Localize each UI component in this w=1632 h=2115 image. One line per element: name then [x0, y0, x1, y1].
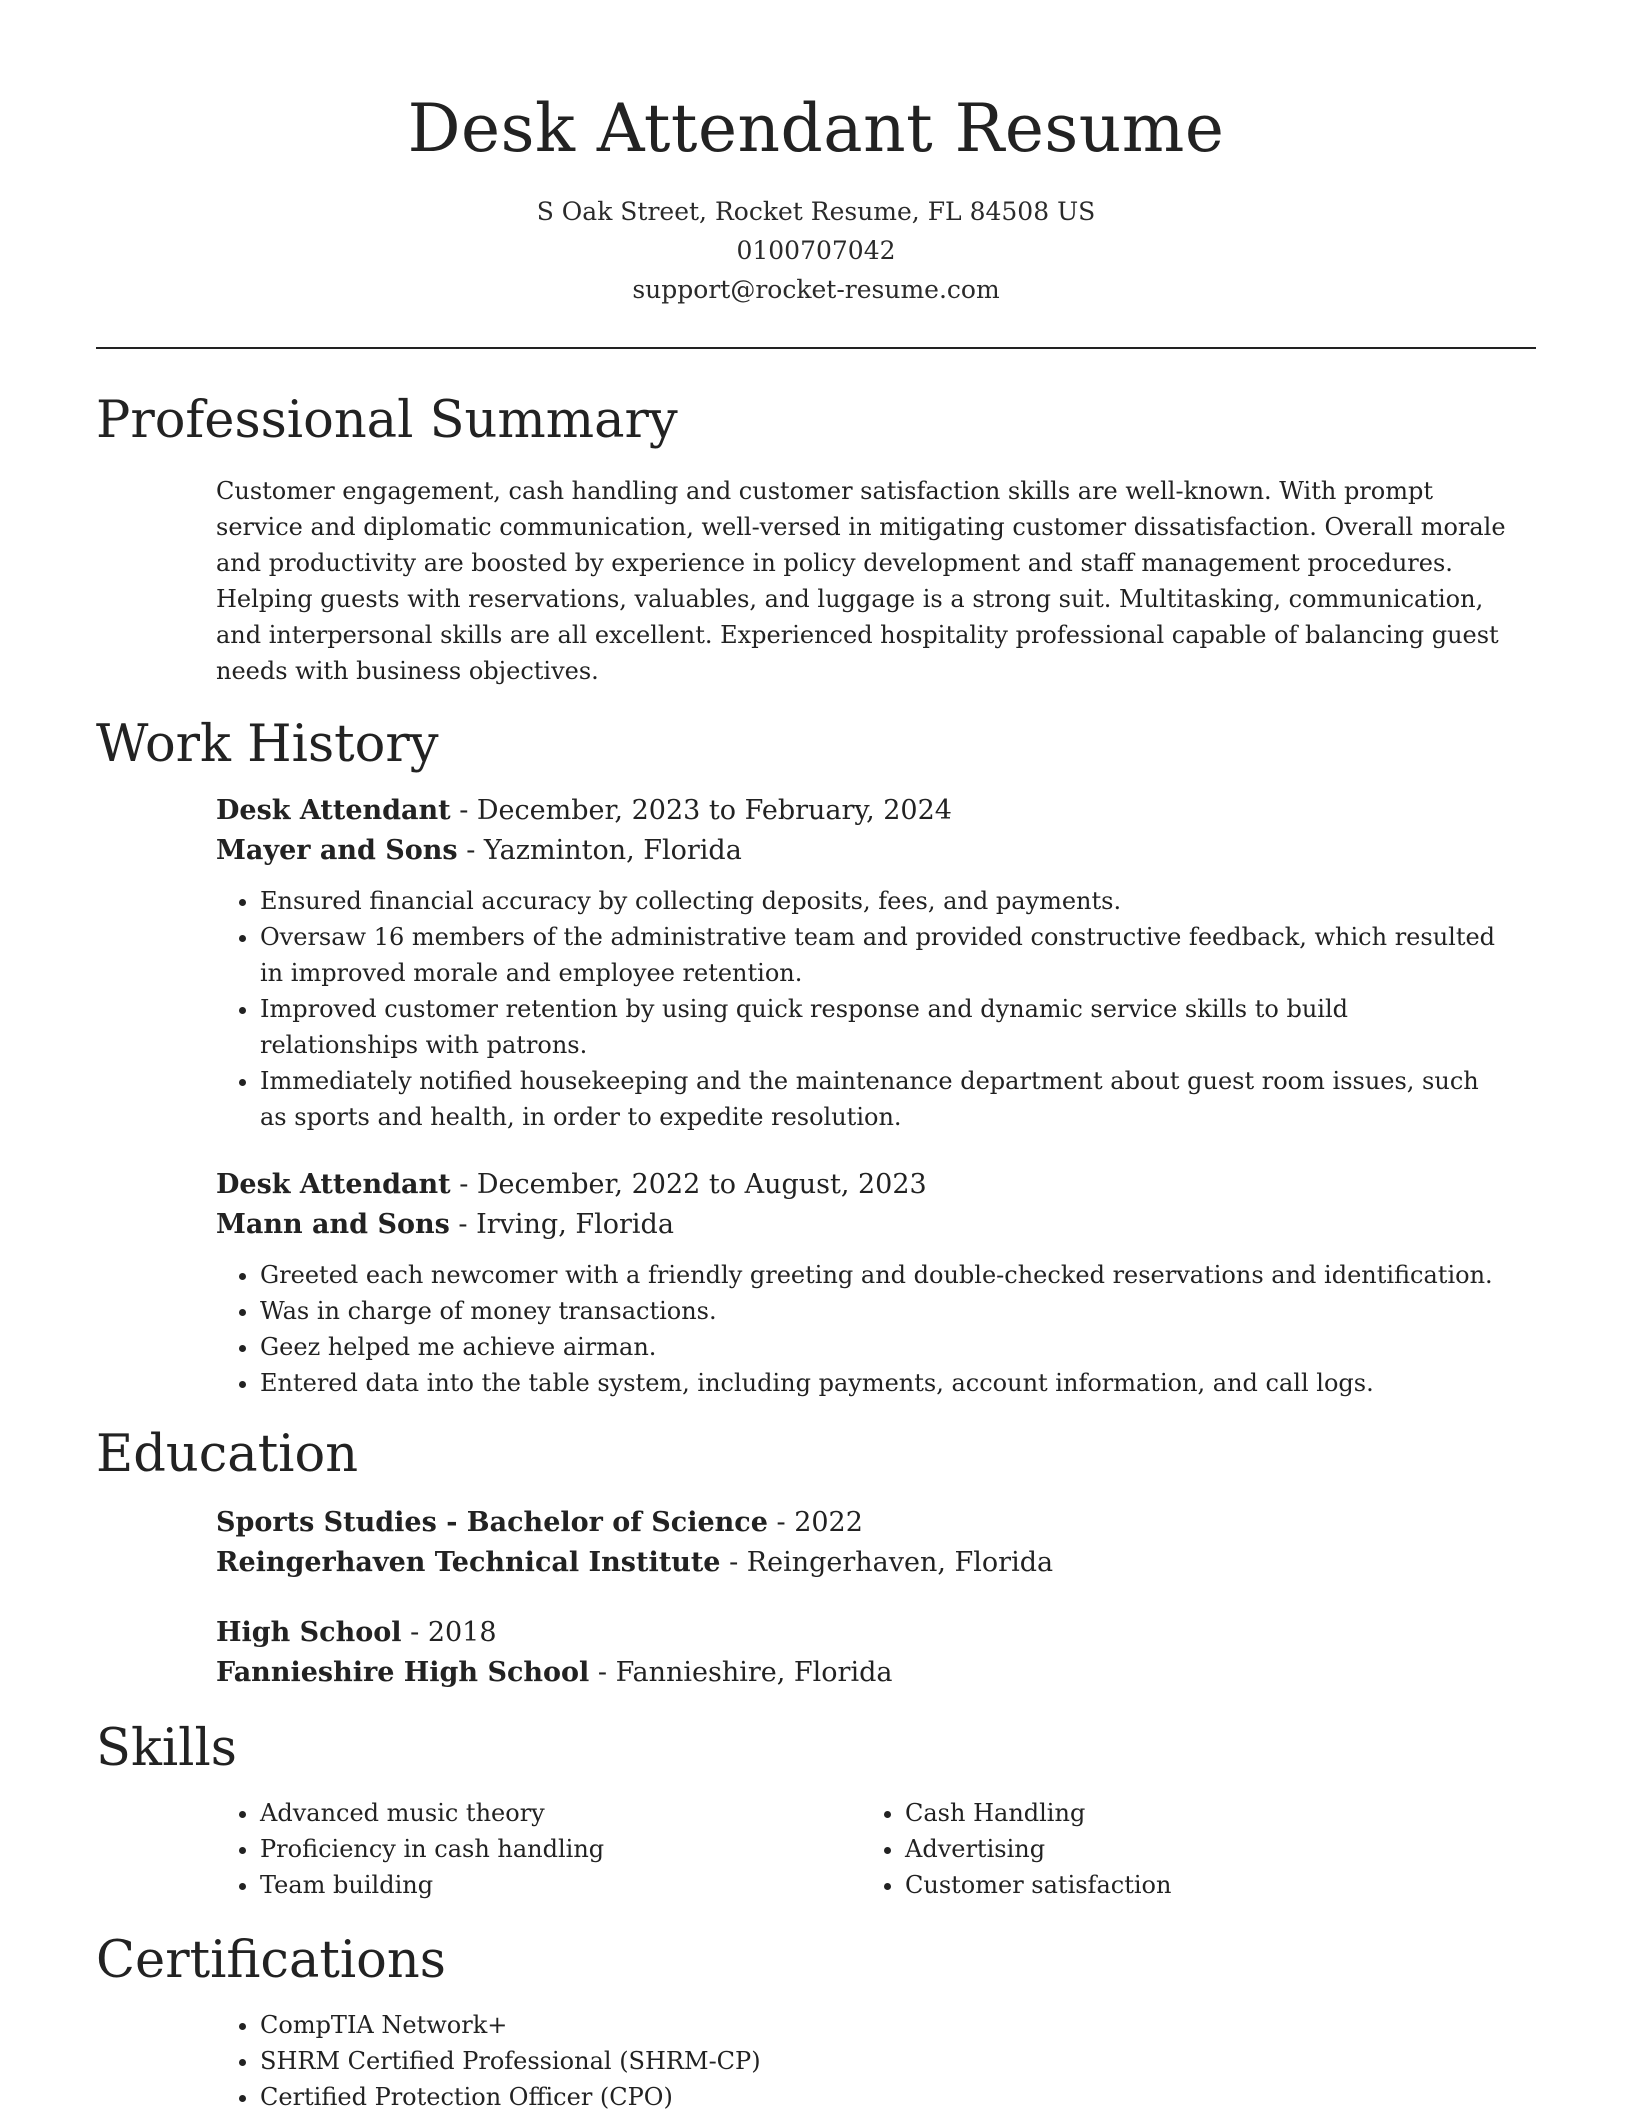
list-item: • Team building — [260, 1867, 861, 1903]
job-entry — [216, 791, 1506, 1135]
job-dates: - December, 2023 to February, 2024 — [450, 795, 952, 826]
skills-heading: Skills — [96, 1719, 237, 1778]
list-item: • Immediately notified housekeeping and the maintenance department about guest room issues, such as sports and health, in order to expedite resolution. — [260, 1063, 1506, 1135]
education-degree: High School — [216, 1617, 402, 1648]
education-year: - 2018 — [401, 1617, 497, 1648]
contact-email: support@rocket-resume.com — [632, 275, 1000, 304]
job-entry — [216, 1165, 1506, 1401]
job-role: Desk Attendant — [216, 1169, 451, 1200]
education-location: - Reingerhaven, Florida — [720, 1547, 1054, 1578]
list-item: • Customer satisfaction — [905, 1867, 1506, 1903]
education-school-line — [216, 1653, 1506, 1693]
contact-address: S Oak Street, Rocket Resume, FL 84508 US — [536, 197, 1096, 226]
resume-title: Desk Attendant Resume — [407, 90, 1225, 167]
skills-column-right — [861, 1795, 1506, 1903]
header-divider — [96, 347, 1536, 349]
job-role: Desk Attendant — [216, 795, 451, 826]
list-item: • Proficiency in cash handling — [260, 1831, 861, 1867]
summary-text: Customer engagement, cash handling and customer satisfaction skills are well-known. With prompt service and diplomatic communication, well-versed in mitigating customer dissatisfaction. Overall morale and productivity are boosted by experience in policy development and staff management procedures. Helping guests with reservations, valuables, and luggage is a strong suit. Multitasking, communication, and interpersonal skills are all excellent. Experienced hospitality professional capable of balancing guest needs with business objectives. — [216, 477, 1506, 685]
job-bullets — [216, 883, 1506, 1135]
contact-phone: 0100707042 — [736, 236, 896, 265]
list-item: • Improved customer retention by using quick response and dynamic service skills to build relationships with patrons. — [260, 991, 1506, 1063]
certifications-section — [96, 1929, 1536, 2115]
education-entry — [216, 1503, 1506, 1583]
education-school-line — [216, 1543, 1506, 1583]
skills-column-left — [216, 1795, 861, 1903]
job-company-line — [216, 831, 1506, 871]
education-entry — [216, 1613, 1506, 1693]
education-location: - Fannieshire, Florida — [589, 1657, 893, 1688]
work-history-section — [96, 713, 1536, 1401]
resume-page — [96, 0, 1536, 2115]
job-company-line — [216, 1205, 1506, 1245]
list-item: • Geez helped me achieve airman. — [260, 1329, 1506, 1365]
job-title-line — [216, 791, 1506, 831]
list-item: • Oversaw 16 members of the administrative team and provided constructive feedback, which resulted in improved morale and employee retention. — [260, 919, 1506, 991]
list-item: • Advanced music theory — [260, 1795, 861, 1831]
education-section — [96, 1423, 1536, 1693]
list-item: • SHRM Certified Professional (SHRM-CP) — [260, 2043, 1506, 2079]
summary-section — [96, 389, 1536, 689]
summary-heading: Professional Summary — [96, 391, 678, 450]
skills-list-right — [861, 1795, 1506, 1903]
job-company: Mayer and Sons — [216, 835, 458, 866]
skills-list-left — [216, 1795, 861, 1903]
job-company: Mann and Sons — [216, 1209, 450, 1240]
education-year: - 2022 — [767, 1507, 863, 1538]
work-history-heading: Work History — [96, 715, 439, 774]
job-title-line — [216, 1165, 1506, 1205]
certifications-heading: Certifications — [96, 1931, 446, 1990]
job-location: - Irving, Florida — [449, 1209, 674, 1240]
list-item: • Entered data into the table system, including payments, account information, and call logs. — [260, 1365, 1506, 1401]
education-degree-line — [216, 1503, 1506, 1543]
list-item: • Was in charge of money transactions. — [260, 1293, 1506, 1329]
list-item: • Advertising — [905, 1831, 1506, 1867]
job-location: - Yazminton, Florida — [457, 835, 742, 866]
education-degree-line — [216, 1613, 1506, 1653]
list-item: • Certified Protection Officer (CPO) — [260, 2079, 1506, 2115]
list-item: • Ensured financial accuracy by collecting deposits, fees, and payments. — [260, 883, 1506, 919]
skills-grid — [216, 1795, 1506, 1903]
education-school: Fannieshire High School — [216, 1657, 590, 1688]
job-bullets — [216, 1257, 1506, 1401]
certifications-list — [216, 2007, 1506, 2115]
skills-section — [96, 1717, 1536, 1903]
list-item: • Greeted each newcomer with a friendly greeting and double-checked reservations and identification. — [260, 1257, 1506, 1293]
list-item: • Cash Handling — [905, 1795, 1506, 1831]
education-school: Reingerhaven Technical Institute — [216, 1547, 721, 1578]
resume-header — [96, 0, 1536, 309]
job-dates: - December, 2022 to August, 2023 — [450, 1169, 927, 1200]
list-item: • CompTIA Network+ — [260, 2007, 1506, 2043]
contact-block — [96, 192, 1536, 309]
education-heading: Education — [96, 1425, 359, 1484]
education-degree: Sports Studies - Bachelor of Science — [216, 1507, 768, 1538]
